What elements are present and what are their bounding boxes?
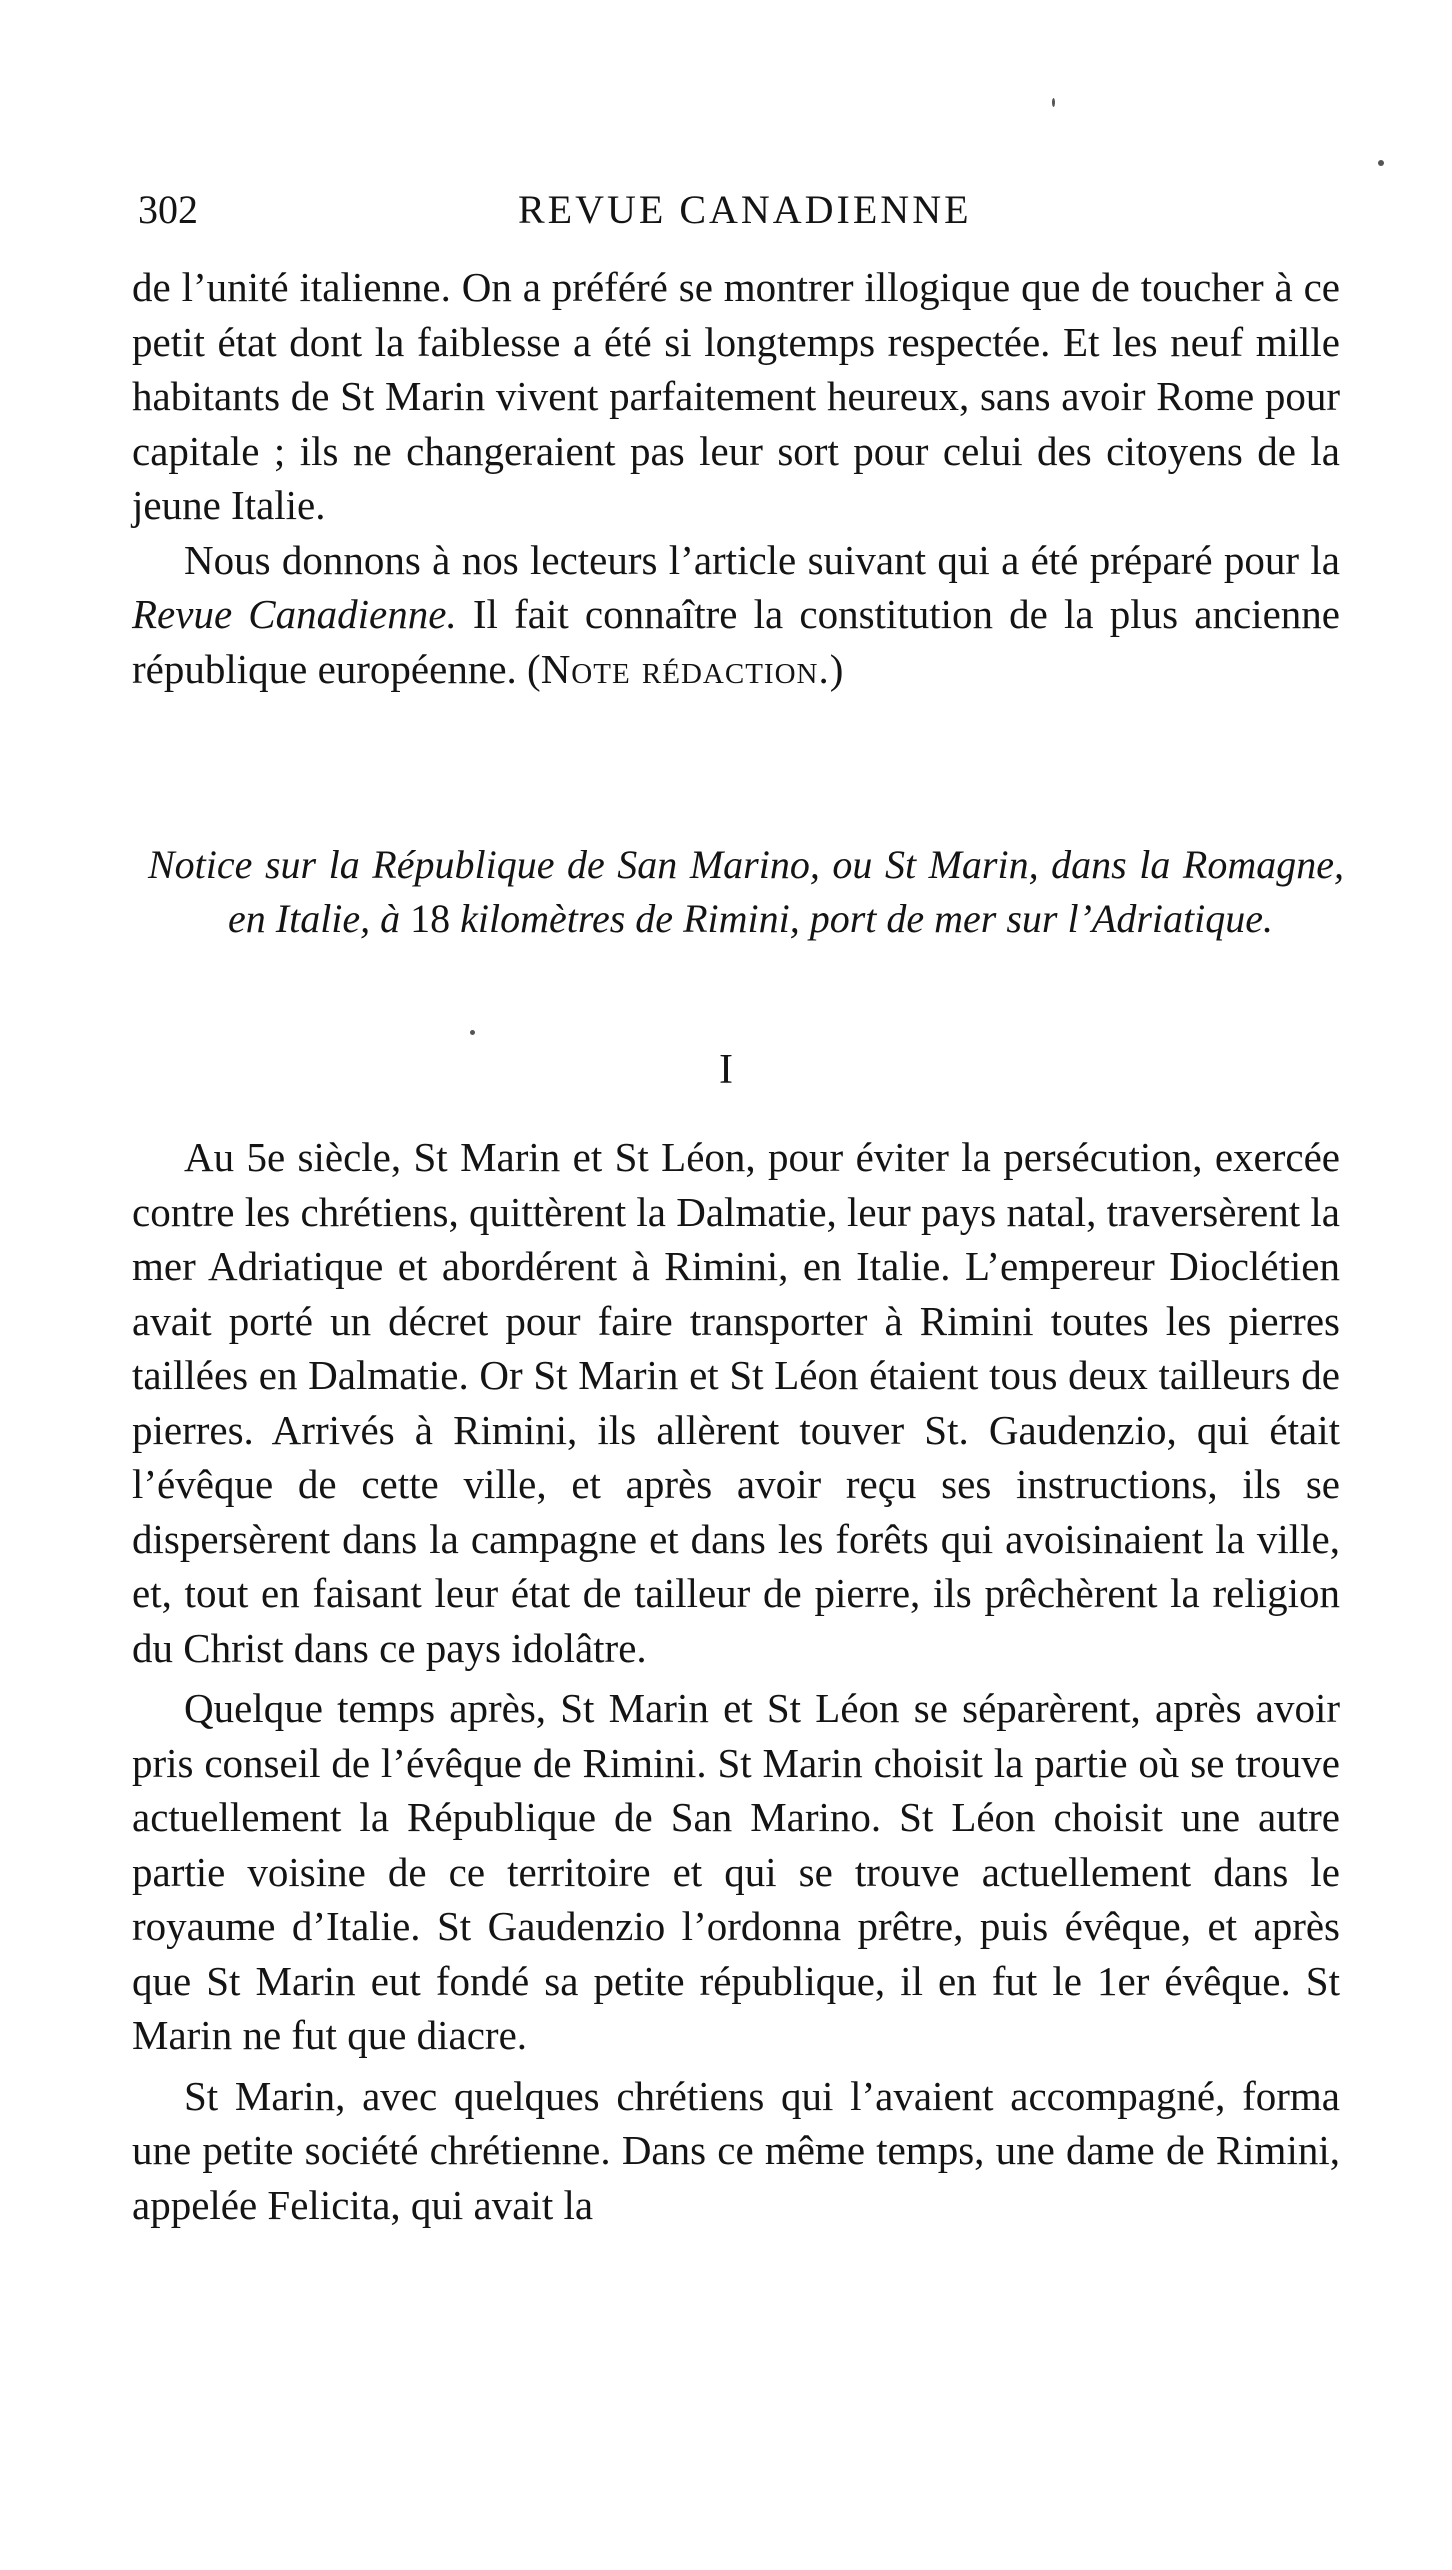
journal-title: REVUE CANADIENNE: [518, 187, 972, 232]
scan-speck: [1052, 98, 1055, 107]
notice-text-end: kilomètres de Rimini, port de mer sur l’Adriatique.: [450, 896, 1274, 941]
intro-paragraph-1: de l’unité italienne. On a préféré se montrer illogique que de toucher à ce petit état dont la faiblesse a été si longtemps respectée. Et les neuf mille habitants de St Marin vivent parfaitement heureux, sans avoir Rome pour capitale ; ils ne changeraient pas leur sort pour celui des citoyens de la jeune Italie.: [132, 264, 1340, 528]
notice-heading: [148, 838, 1344, 946]
scan-speck: [1378, 160, 1384, 166]
page-number: 302: [138, 187, 198, 232]
notice-distance-number: 18: [410, 896, 451, 941]
intro-p2-text-end: Il fait connaître la constitution de la plus ancienne république européenne. (: [132, 591, 1340, 692]
intro-p2-close: ): [829, 645, 844, 692]
main-text: [132, 1130, 1340, 2238]
journal-name-italic: Revue Canadienne.: [132, 591, 457, 637]
intro-paragraph-2: [132, 533, 1340, 697]
body-paragraph-2: Quelque temps après, St Marin et St Léon se séparèrent, après avoir pris conseil de l’évêque de Rimini. St Marin choisit la partie où se trouve actuellement la République de San Marino. St Léon choisit une autre partie voisine de ce territoire et qui se trouve actuellement dans le royaume d’Italie. St Gaudenzio l’ordonna prêtre, puis évêque, et après que St Marin eut fondé sa petite république, il en fut le 1er évêque. St Marin ne fut que diacre.: [132, 1685, 1340, 2058]
intro-p2-text-start: Nous donnons à nos lecteurs l’article suivant qui a été préparé pour la: [184, 536, 1340, 583]
intro-section: [132, 260, 1340, 696]
editorial-note: Note rédaction.: [540, 645, 830, 692]
running-head: [138, 180, 1338, 240]
body-paragraph-3: St Marin, avec quelques chrétiens qui l’avaient accompagné, forma une petite société chrétienne. Dans ce même temps, une dame de Rimini, appelée Felicita, qui avait la: [132, 2072, 1340, 2228]
notice-text-start: Notice sur la République de San Marino, ou St Marin, dans la Romagne, en Italie, à: [148, 842, 1344, 941]
body-paragraph-1: Au 5e siècle, St Marin et St Léon, pour éviter la persécution, exercée contre les chrétiens, quittèrent la Dalmatie, leur pays natal, traversèrent la mer Adriatique et abordérent à Rimini, en Italie. L’empereur Dioclétien avait porté un décret pour faire transporter à Rimini toutes les pierres taillées en Dalmatie. Or St Marin et St Léon étaient tous deux tailleurs de pierres. Arrivés à Rimini, ils allèrent touver St. Gaudenzio, qui était l’évêque de cette ville, et après avoir reçu ses instructions, ils se dispersèrent dans la campagne et dans les forêts qui avoisinaient la ville, et, tout en faisant leur état de tailleur de pierre, ils prêchèrent la religion du Christ dans ce pays idolâtre.: [132, 1134, 1340, 1671]
section-numeral: I: [719, 1047, 733, 1093]
scan-speck: [470, 1030, 475, 1035]
